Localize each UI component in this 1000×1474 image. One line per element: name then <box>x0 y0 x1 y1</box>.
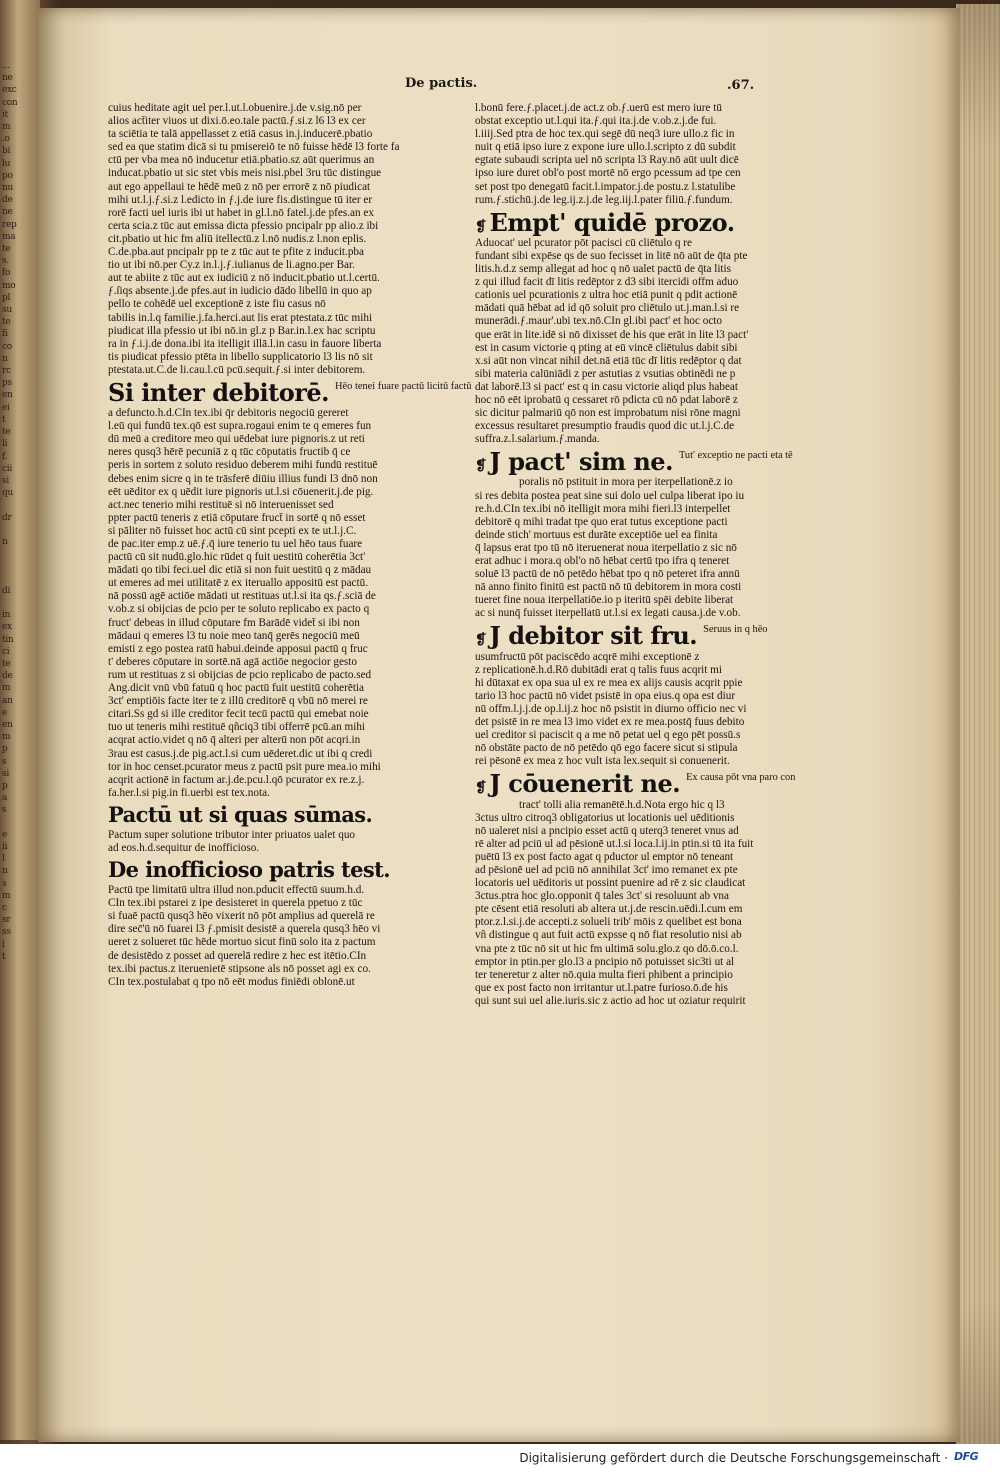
left-block-2 <box>108 407 400 800</box>
text-line: pte cēsent etiā resoluti ab altera ut.j.de rescin.uēdi.l.cum em <box>475 903 743 916</box>
text-line: ctū per vba mea nō inducetur etiā.pbatio.sz aūt querimus an <box>108 154 375 167</box>
text-line: l.bonū fere.ƒ.placet.j.de act.z ob.ƒ.uerū est mero iure tū <box>475 102 722 114</box>
text-line: cationis uel pcurationis z ultra hoc etiā punit q pdit actionē <box>475 289 738 302</box>
right-text-column <box>475 102 796 1008</box>
left-block-4 <box>108 884 400 989</box>
text-line: rorē facti uel iuris ibi ut habet in gl.l.nō fatel.j.de pfes.an ex <box>108 206 374 219</box>
text-line: sibi materia calūniādi z per astutias z vsutias obtinēdi ne p <box>475 367 736 380</box>
right-block-2 <box>475 237 767 447</box>
right-block-4 <box>475 651 767 769</box>
text-line: nuit q etiā ipso iure z expone iure ullo.l.scripto z dū subdit <box>475 141 736 154</box>
text-line: fa.her.l.si pig.in fi.uerbi est tex.nota. <box>108 786 270 799</box>
text-line: z qui illud facit dī litis redēptor z d3 sibi itercidi offm aduo <box>475 276 739 289</box>
digitization-credit: Digitalisierung gefördert durch die Deutsche Forschungsgemeinschaft · <box>519 1451 948 1465</box>
text-line: ter teneretur z alter nō.quia multa fieri phibent a principio <box>475 968 733 981</box>
text-line: sed ea que statim dicā si tu pmisereiō te nō fuisse hēdē l3 forte fa <box>108 141 400 154</box>
text-line: tario l3 hoc pactū nō videt psistē in opa eius.q opa est diur <box>475 689 736 702</box>
text-line: munerādi.ƒ.maur'.ubi tex.nō.CIn gl.ibi pact' et hoc octo <box>475 315 722 328</box>
text-line: vna pte z tūc nō sit ut hic fm ultimā solu.glo.z qo dō.ō.co.l. <box>475 942 739 955</box>
text-line: tio ut ibi nō.per Cy.z in.l.j.ƒ.iulianus de li.agno.per Bar. <box>108 259 355 272</box>
rubric-de-inofficioso: De inofficioso patris test. <box>108 857 390 883</box>
text-line: de desistēdo z posset ad querelā redire z hec est itētio.CIn <box>108 949 367 962</box>
text-line: piudicat illa pfessio ut ibi nō.in gl.z p Bar.in.l.ex hac scriptu <box>108 324 376 337</box>
text-line: locatoris uel uēditoris ut possint puenire ad rē z sic claudicat <box>475 877 746 890</box>
text-line: aut ego appellaui te hēdē meū z nō per errorē z nō piudicat <box>108 180 371 193</box>
text-line: l.iiij.Sed ptra de hoc tex.qui segē dū neq3 iure ullo.z fic in <box>475 128 735 141</box>
text-line: Ang.dicit vnū vbū fatuū q hoc pactū fuit uestitū coherētia <box>108 682 365 695</box>
text-line: pello te cohēdē uel exceptionē z iste fiu casus nō <box>108 298 326 311</box>
rubric-si-pact-sim-ne: ❡ J pact' sim ne. Tut' exceptio ne pacti eta tē <box>475 447 793 477</box>
text-line: usumfructū pōt paciscēdo acqrē mihi exceptionē z <box>475 650 700 663</box>
text-line: tis piudicat pfessio ptēta in libello supplicatorio l3 lis nō sit <box>108 350 373 363</box>
text-line: ra in ƒ.i.j.de dona.ibi ita itelligit illā.l.in casu in fauore liberta <box>108 337 382 350</box>
text-line: que ex post facto non irritantur ut.l.patre furioso.ō.de his <box>475 981 728 994</box>
text-line: l.eū qui fundū tex.qō est supra.rogaui enim te q emeres fun <box>108 420 372 433</box>
text-line: ut emeres ad mei utilitatē z ex iteruallo appositū est pactū. <box>108 577 369 590</box>
text-line: det psistē in re mea l3 imo videt ex re mea.postq̄ fuus debito <box>475 716 745 729</box>
text-line: tuo ut teneris mihi restituē qñciq3 tibi offerrē pcū.an mihi <box>108 721 366 734</box>
text-line: ƒ.ſiqs absente.j.de pfes.aut in iudicio dādo libellū in quo ap <box>108 285 372 298</box>
text-line: CIn tex.postulabat q tpo nō eēt modus finiēdi oblonē.ut <box>108 975 355 988</box>
text-line: nā anno finito finitū est pactū nō tū debitorem in mora costi <box>475 581 742 594</box>
text-line: que erāt in lite.idē si nō dixisset de his que erāt in lite l3 pact' <box>475 328 749 341</box>
text-line: ta sciētia te talā appellasset z etiā casus in.j.inducerē.pbatio <box>108 128 373 141</box>
text-line: hoc nō eēt iprobatū q cessaret rō pdicta cū nō pdat laborē z <box>475 393 738 406</box>
text-line: act.nec tenerio mihi restituē si nō interuenisset sed <box>108 498 334 511</box>
text-line: peris in sortem z soluto residuo deberem mihi fundū restituē <box>108 459 378 472</box>
text-line: obstat exceptio ut.l.qui ita.ƒ.qui ita.j.de v.ob.z.j.de fui. <box>475 115 717 128</box>
text-line: ipso iure duret obl'o post mortē nō ergo pcessum ad tpe cen <box>475 167 741 180</box>
right-block-5 <box>475 799 767 1009</box>
text-line: citari.Ss gd si ille creditor fecit tecū pactū qui emebat noie <box>108 708 369 721</box>
rubric-empt-quide: ❡ Empt' quidē prozo. <box>475 207 735 237</box>
text-line: nō ualeret nisi a pncipio esset actū q uterq3 teneret vnus ad <box>475 824 739 837</box>
text-line: poralis nō pstituit in mora per iterpellationē.z io <box>519 476 733 489</box>
text-line: q̄ lapsus erat tpo tū nō iteruenerat noua iterpellatio z sic nō <box>475 541 737 554</box>
text-line: cit.pbatio ut hic fm aliū itellectū.z l.nō nudis.z l.non eplis. <box>108 232 367 245</box>
text-line: neres qusq3 hērē pecuniā z q tūc cōputatis fructib q̄ ce <box>108 446 351 459</box>
left-text-column <box>108 102 472 989</box>
previous-page-text: ... ne exc con it m .o bi lu po nu de ne rep ma te s. fo mo pl su te fi co n rc ps en ei t te li f. cii si qu dr n di in ex tin ci te de m an e en m p s si p a s e ii l n s m c sr ss i t <box>2 61 18 962</box>
left-block-1 <box>108 102 400 377</box>
text-line: ptor.z.l.si.j.de accepti.z solueli trib' mōis z quelibet est bona <box>475 916 742 929</box>
previous-page-edge <box>0 0 40 1440</box>
text-line: dū meū a creditore meo qui uēdebat iure pignoris.z ut reti <box>108 433 365 446</box>
text-line: aut te abiite z tūc aut ex iudiciū z nō inducit.pbatio ut.l.certū. <box>108 272 380 285</box>
text-line: 3ct' emptiōis facte iter te z illū creditorē q vbū nō merei re <box>108 695 368 708</box>
text-line: excessus resultaret presumptio fraudis quod dic ut.l.j.C.de <box>475 420 735 433</box>
dfg-logo: DFG <box>954 1450 994 1466</box>
text-line: dire sec̄'ū nō fuarei l3 ƒ.pmisit desistē a querela qusq3 hēo vi <box>108 923 381 936</box>
text-line: soluē l3 pactū de nō petēdo hēbat tpo q nō peteret ifra annū <box>475 568 740 581</box>
text-line: Pactum super solutione tributor inter priuatos ualet quo <box>108 828 356 841</box>
text-line: tor in hoc censet.pcurator meus z pactū psit pure mea.io mihi <box>108 760 381 773</box>
text-line: certa scia.z tūc aut emissa dicta pfessio pncipalr pp alio.z ibi <box>108 219 379 232</box>
text-line: rē alter ad pciū ul ad pēsionē ut.l.si loca.l.ij.in ptin.si tū ita fuit <box>475 837 754 850</box>
text-line: puētū l3 ex post facto agat q pductor ul emptor nō teneant <box>475 850 734 863</box>
text-line: 3ctus.ptra hoc glo.opponit q̄ tales 3ct' si resoluunt ab vna <box>475 890 729 903</box>
text-line: tract' tolli alia remanētē.h.d.Nota ergo hic q l3 <box>519 798 725 811</box>
text-line: sic dicitur palmariū qō non est improbatum nisi rōne magni <box>475 407 741 420</box>
text-line: egtate subaudi scripta uel nō scripta l3 Ray.nō aūt uult dicē <box>475 154 739 167</box>
text-line: de pac.iter emp.z uē.ƒ.q̄ iure tenerio tu uel hēo taus fuare <box>108 538 363 550</box>
text-line: v.ob.z si obijcias de pcio per te soluto replicabo ex pacto q <box>108 603 370 616</box>
rubric-si-debitor-sit-fru: ❡ J debitor sit fru. Seruus in q hēo <box>475 621 768 651</box>
text-line: re.h.d.CIn tex.ibi nō itelligit mora mihi fieri.l3 interpellet <box>475 502 731 515</box>
text-line: rum.ƒ.stichū.j.de leg.ij.z.j.de leg.iij.l.pater filiū.ƒ.fundum. <box>475 193 733 206</box>
text-line: acqrit actionē in factum ar.j.de.pcu.l.qō pcurator ex re.z.j. <box>108 773 365 786</box>
text-line: si fuaē pactū qusq3 hēo vixerit nō pōt amplius ad querelā re <box>108 910 375 923</box>
right-block-1 <box>475 102 767 207</box>
text-line: rei pēsonē ex mea z hoc vult ista lex.sequit si conuenerit. <box>475 755 730 768</box>
text-line: suffra.z.l.salarium.ƒ.manda. <box>475 433 600 446</box>
text-line: x.si aūt non vincat nihil det.nā etiā tūc dī litis redēptor q dat <box>475 354 742 367</box>
text-line: pactū cū sit nudū.glo.hic rūdet q fuit uestitū coherētia 3ct' <box>108 551 366 564</box>
text-line: inducat.pbatio ut sic stet vbis meis nisi.pbel 3ru tūc distingue <box>108 167 382 180</box>
text-line: tabilis in.l.q familie.j.fa.herci.aut lis erat ptestata.z tūc mihi <box>108 311 373 324</box>
text-line: fruct' debeas in illud cōputare fm Barādē videt̄ si ibi non <box>108 616 360 629</box>
text-line: est in casum victorie q pting at eū vincē cliētulus dabit sibi <box>475 341 738 354</box>
text-line: debes enim sicre q in te trāsferē diūiu illius fundi l3 dnō non <box>108 472 378 485</box>
text-line: t' deberes cōputare in sortē.nā agā actiōe negocior gesto <box>108 655 357 668</box>
text-line: mādati quā hēbat ad id qō soluit pro cliētulo ut.j.man.l.si re <box>475 302 740 315</box>
text-line: debitorē q mihi tradat tpe quo erat tutus exceptione pacti <box>475 515 728 528</box>
text-line: litis.h.d.z semp allegat ad hoc q nō ualet pactū de q̄ta litis <box>475 263 732 276</box>
text-line: tex.ibi pactus.z iteruenietē stipsone als nō posset agi ex co. <box>108 962 371 975</box>
text-line: rum ut restituas z si obijcias de pcio replicabo de pacto.sed <box>108 668 372 681</box>
text-line: hi dūtaxat ex opa sua ul ex re mea ex alijs causis acqrit ppie <box>475 676 743 689</box>
text-line: dat laborē.l3 si pact' est q in casu victorie aliqd plus habeat <box>475 380 738 393</box>
rubric-si-inter-debitorem: Si inter debitorē. Hēo tenei fuare pactū licitū factū <box>108 377 472 407</box>
text-line: 3ctus ultro citroq3 obligatorius ut locationis uel uēditionis <box>475 811 735 824</box>
right-block-3 <box>475 476 767 620</box>
text-line: si res debita postea peat sine sui dolo uel culpa liberat ipo iu <box>475 489 745 502</box>
text-line: acqrat actio.videt q nō q̄ alteri per alterū non pōt acqri.in <box>108 734 361 747</box>
rubric-pactum-ut-si: Pactū ut si quas sūmas. <box>108 801 373 827</box>
text-line: cuius heditate agit uel per.l.ut.l.obuenire.j.de v.sig.nō per <box>108 102 362 114</box>
text-line: 3rau est casus.j.de pig.act.l.si cum uēderet.dic ut ibi q credi <box>108 747 373 760</box>
text-line: emisti z ego postea ratū habui.deinde apposui pactū q fruc <box>108 642 368 655</box>
text-line: ptestata.ut.C.de li.cau.l.cū pcū.sequit.ƒ.si inter debitorem. <box>108 363 366 376</box>
text-line: uel creditor si paciscit q a me nō petat uel q ego pēt possū.s <box>475 729 741 742</box>
text-line: alios act̄iter viuos ut dixi.ō.eo.tale pactū.ƒ.si.z l̄6 l3 ex cer <box>108 115 366 128</box>
text-line: nū offm.l.j.j.de op.l.ij.z hoc nō psistit in diurno officio nec vi <box>475 702 747 715</box>
left-block-3 <box>108 829 400 855</box>
text-line: ad pēsionē uel ad pciū nō annihilat 3ct' imo remanet ex pte <box>475 863 738 876</box>
text-line: erat adhuc i mora.q obl'o nō hēbat certū tpo ifra q teneret <box>475 555 730 567</box>
text-line: vñ distingue q aut fuit actū expsse q nō fiat resolutio nisi ab <box>475 929 742 942</box>
text-line: Aduocat' uel pcurator pōt pacisci cū cliētulo q re <box>475 236 692 249</box>
text-line: nō obstāte pacto de nō petēdo qō ego facere sicut si stipula <box>475 742 738 755</box>
running-head: De pactis. <box>405 76 478 91</box>
text-line: eēt uēditor ex q uēdit iure pignoris ut.l.si cōuenerit.j.de pig. <box>108 485 374 498</box>
text-line: ac si nunq̄ fuisset iterpellatū ut.l.si ex legati causa.j.de v.ob. <box>475 607 741 620</box>
text-line: tueret fine noua iterpellatiōe.io p iteritū spēi debite liberat <box>475 594 734 607</box>
text-line: mādati qo tibi feci.uel dic etiā si non fuit uestitū q z mādau <box>108 564 372 577</box>
text-line: ad eos.h.d.sequitur de inofficioso. <box>108 841 260 854</box>
text-line: si pāliter nō fuisset hoc actū cū sint pcepti ex te ut.l.j.C. <box>108 524 357 537</box>
text-line: mādaui q emeres l3 tu noie meo tanq̄ gerēs negociū meū <box>108 629 360 642</box>
text-line: deinde stich' mortuus est durāte exceptiōe uel ea finita <box>475 528 718 541</box>
text-line: mihi ut.l.j.ƒ.si.z l.edicto in ƒ.j.de iure fis.distingue tū iter er <box>108 193 373 206</box>
text-line: Pactū tpe limitatū ultra illud non.pducit effectū suum.h.d. <box>108 884 365 897</box>
text-line: emptor in ptin.per glo.l3 a pncipio nō potuisset sic3ti ut al <box>475 955 735 968</box>
text-line: nā possū agē actiōe mādati ut restituas ut.l.si ita qs.ƒ.sciā de <box>108 590 376 603</box>
rubric-si-conuenerit-ne: ❡ J cōuenerit ne. Ex causa pōt vna paro con <box>475 769 796 799</box>
folio-number: .67. <box>727 78 755 93</box>
text-line: ueret z solueret tūc hēde mortuo sicut finū solo ita z pactum <box>108 936 376 949</box>
text-line: CIn tex.ibi pstarei z ipe desisteret in querela ppetuo z tūc <box>108 897 363 910</box>
text-line: fundant sibi expēse qs de suo fecisset in litē nō aūt de q̄ta pte <box>475 249 748 262</box>
text-line: a defuncto.h.d.CIn tex.ibi q̄r debitoris negociū gereret <box>108 407 349 420</box>
text-line: z replicationē.h.d.Rō dubitādi erat q talis fuus acqrit mi <box>475 663 722 676</box>
text-line: ppter pactū teneris z etiā cōputare fruct̄ in sortē q nō esset <box>108 511 366 524</box>
text-line: qui sunt sui uel alie.iuris.sic z actio ad hoc ut oziatur requirit <box>475 994 746 1007</box>
text-line: C.de.pba.aut pncipalr pp te z tūc aut te pfite z inducit.pba <box>108 246 364 259</box>
text-line: set post tpo denegatū facit.l.impator.j.de postu.z l.statulibe <box>475 180 736 193</box>
